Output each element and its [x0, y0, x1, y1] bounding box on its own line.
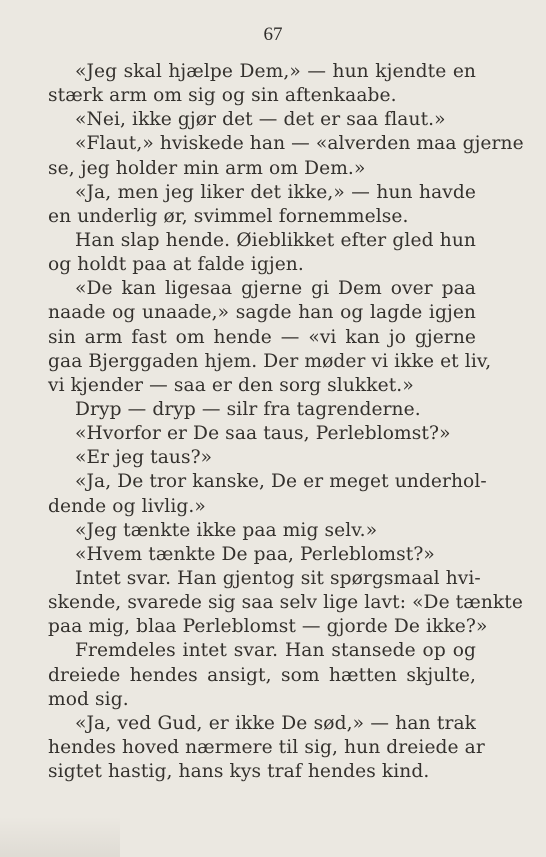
text-line: «Ja, men jeg liker det ikke,» — hun havde [75, 181, 476, 203]
page-corner-shadow [0, 817, 120, 857]
body-text [48, 60, 524, 784]
text-line: «Hvem tænkte De paa, Perleblomst?» [75, 543, 435, 565]
text-line: hendes hoved nærmere til sig, hun dreiede ar [48, 736, 485, 758]
text-line: «Nei, ikke gjør det — det er saa flaut.» [75, 109, 446, 131]
text-line: Intet svar. Han gjentog sit spørgsmaal hvi- [75, 567, 481, 589]
text-line: skende, svarede sig saa selv lige lavt: «De tænkte [48, 592, 523, 614]
text-line: sigtet hastig, hans kys traf hendes kind. [48, 761, 430, 783]
text-line: paa mig, blaa Perleblomst — gjorde De ikke?» [48, 616, 488, 638]
text-line: «Ja, ved Gud, er ikke De sød,» — han trak [75, 712, 476, 734]
text-line: stærk arm om sig og sin aftenkaabe. [48, 85, 397, 107]
text-line: mod sig. [48, 688, 129, 710]
text-line: Han slap hende. Øieblikket efter gled hun [75, 229, 476, 251]
text-line: «Jeg skal hjælpe Dem,» — hun kjendte en [75, 61, 476, 82]
text-line: vi kjender — saa er den sorg slukket.» [48, 374, 414, 396]
text-line: «Hvorfor er De saa taus, Perleblomst?» [75, 423, 451, 445]
text-line: «De kan ligesaa gjerne gi Dem over paa [75, 278, 476, 300]
text-line: gaa Bjerggaden hjem. Der møder vi ikke et liv, [48, 350, 492, 372]
text-line: dreiede hendes ansigt, som hætten skjulte, [48, 664, 476, 686]
text-line: Fremdeles intet svar. Han stansede op og [75, 640, 476, 662]
text-line: Dryp — dryp — silr fra tagrenderne. [75, 398, 421, 420]
text-line: dende og livlig.» [48, 495, 206, 517]
text-line: «Er jeg taus?» [75, 447, 213, 469]
text-line: sin arm fast om hende — «vi kan jo gjerne [48, 326, 476, 348]
text-line: se, jeg holder min arm om Dem.» [48, 157, 366, 179]
text-line: en underlig ør, svimmel fornemmelse. [48, 205, 409, 227]
text-line: «Jeg tænkte ikke paa mig selv.» [75, 519, 378, 541]
text-line: og holdt paa at falde igjen. [48, 254, 304, 276]
text-line: naade og unaade,» sagde han og lagde igjen [48, 302, 476, 324]
text-line: «Flaut,» hviskede han — «alverden maa gjerne [75, 133, 524, 155]
text-line: «Ja, De tror kanske, De er meget underhol- [75, 471, 487, 493]
page-number: 67 [263, 24, 283, 45]
